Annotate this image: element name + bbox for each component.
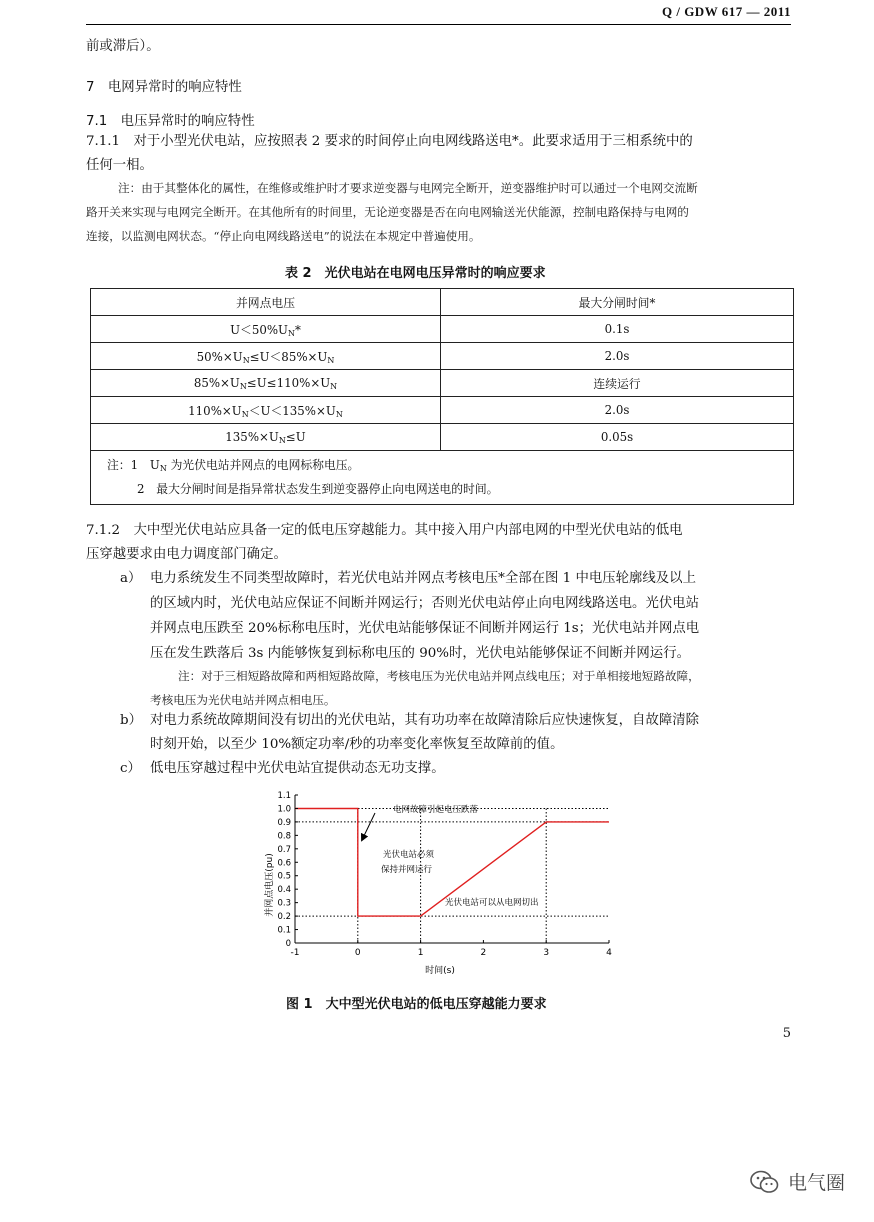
note1-line3: 连接，以监测电网状态。“停止向电网线路送电”的说法在本规定中普遍使用。 bbox=[86, 229, 481, 243]
y-tick-label: 0.5 bbox=[277, 871, 291, 882]
header-rule bbox=[86, 24, 791, 25]
x-tick-label: 3 bbox=[543, 948, 550, 958]
item-a-line4: 压在发生跌落后 3s 内能够恢复到标称电压的 90%时，光伏电站能够保证不间断并网运行。 bbox=[150, 646, 690, 661]
table-header-row bbox=[91, 289, 794, 316]
x-tick-label: 4 bbox=[606, 948, 612, 958]
item-c-line1: 低电压穿越过程中光伏电站宜提供动态无功支撑。 bbox=[150, 761, 445, 776]
region-annotation-line1: 光伏电站必须 bbox=[383, 850, 435, 860]
y-tick-label: 0.4 bbox=[277, 885, 291, 896]
y-tick-label: 0.6 bbox=[277, 858, 291, 869]
item-c-label: c） bbox=[120, 761, 141, 776]
section-7-heading: 7 电网异常时的响应特性 bbox=[86, 80, 242, 95]
table-header-voltage: 并网点电压 bbox=[91, 289, 441, 316]
x-tick-label: -1 bbox=[290, 948, 300, 958]
table-header-time: 最大分闸时间* bbox=[441, 289, 794, 316]
table-note-line2: 2 最大分闸时间是指异常状态发生到逆变器停止向电网送电的时间。 bbox=[137, 482, 499, 496]
table-cell-time: 连续运行 bbox=[441, 370, 794, 397]
x-tick-label: 2 bbox=[480, 948, 487, 958]
table2-caption: 表 2 光伏电站在电网电压异常时的响应要求 bbox=[285, 266, 546, 281]
item-a-line2: 的区域内时，光伏电站应保证不间断并网运行；否则光伏电站停止向电网线路送电。光伏电站 bbox=[150, 596, 700, 611]
page-number: 5 bbox=[782, 1026, 791, 1041]
x-tick-label: 0 bbox=[354, 948, 361, 958]
note1-line2: 路开关来实现与电网完全断开。在其他所有的时间里，无论逆变器是否在向电网输送光伏能源，控制电路保持与电网的 bbox=[86, 205, 689, 219]
table-cell-time: 2.0s bbox=[441, 343, 794, 370]
y-tick-label: 0.9 bbox=[277, 817, 291, 828]
para-712-line2: 压穿越要求由电力调度部门确定。 bbox=[86, 547, 287, 562]
item-a-label: a） bbox=[120, 571, 142, 586]
table-cell-condition: $85\%\times U_N\le U\le 110\%\times U_N$ bbox=[91, 370, 441, 397]
table-cell-condition: $110\%\times U_N<U<135\%\times U_N$ bbox=[91, 397, 441, 424]
table-row bbox=[91, 424, 794, 451]
table-row bbox=[91, 316, 794, 343]
table-row bbox=[91, 370, 794, 397]
table2 bbox=[90, 288, 794, 505]
para-711-line1: 7.1.1 对于小型光伏电站，应按照表 2 要求的时间停止向电网线路送电*。此要求适用于三相系统中的 bbox=[86, 134, 693, 149]
figure1-caption: 图 1 大中型光伏电站的低电压穿越能力要求 bbox=[286, 997, 547, 1012]
table-note-line1: 注：1 $U_N$ 为光伏电站并网点的电网标称电压。 bbox=[107, 458, 360, 473]
note2-line2: 考核电压为光伏电站并网点相电压。 bbox=[150, 693, 336, 707]
drop-annotation: 电网故障引起电压跌落 bbox=[393, 805, 479, 815]
x-tick-label: 1 bbox=[417, 948, 424, 958]
note1-line1: 注：由于其整体化的属性，在维修或维护时才要求逆变器与电网完全断开，逆变器维护时可以通过一个电网交流断 bbox=[118, 181, 698, 195]
watermark-text: 电气圈 bbox=[788, 1172, 846, 1194]
table-row bbox=[91, 343, 794, 370]
region-annotation-line2: 保持并网运行 bbox=[381, 865, 433, 875]
y-axis-label: 并网点电压(pu) bbox=[265, 853, 275, 917]
item-b-line2: 时刻开始，以至少 10%额定功率/秒的功率变化率恢复至故障前的值。 bbox=[150, 737, 564, 752]
item-a-line3: 并网点电压跌至 20%标称电压时，光伏电站能够保证不间断并网运行 1s；光伏电站并网点电 bbox=[150, 621, 700, 636]
watermark bbox=[750, 1168, 845, 1195]
table-note bbox=[91, 451, 794, 505]
table-cell-time: 0.05s bbox=[441, 424, 794, 451]
y-tick-label: 0.3 bbox=[277, 898, 291, 909]
header-std-code: Q / GDW 617 — 2011 bbox=[661, 4, 791, 19]
lvrt-chart bbox=[0, 785, 874, 985]
y-tick-label: 1.1 bbox=[277, 791, 291, 801]
y-tick-label: 0.2 bbox=[277, 912, 291, 923]
curve-annotation: 光伏电站可以从电网切出 bbox=[445, 898, 539, 908]
item-a-line1: 电力系统发生不同类型故障时，若光伏电站并网点考核电压*全部在图 1 中电压轮廓线及以上 bbox=[150, 571, 696, 586]
item-b-label: b） bbox=[120, 713, 142, 728]
line-prev: 前或滞后）。 bbox=[86, 39, 160, 54]
y-tick-label: 1.0 bbox=[277, 804, 291, 815]
table-cell-condition: $135\%\times U_N\le U$ bbox=[91, 424, 441, 451]
drop-annotation-arrow bbox=[362, 813, 375, 840]
para-711-line2: 任何一相。 bbox=[86, 158, 153, 173]
item-b-line1: 对电力系统故障期间没有切出的光伏电站，其有功功率在故障清除后应快速恢复，自故障清除 bbox=[150, 713, 700, 728]
y-tick-label: 0 bbox=[285, 939, 291, 949]
table-cell-condition: $U<50\%U_N*$ bbox=[91, 316, 441, 343]
table-row bbox=[91, 397, 794, 424]
y-tick-label: 0.8 bbox=[277, 831, 291, 842]
note2-line1: 注：对于三相短路故障和两相短路故障，考核电压为光伏电站并网点线电压；对于单相接地短路故障， bbox=[178, 669, 700, 683]
table-cell-condition: $50\%\times U_N\le U<85\%\times U_N$ bbox=[91, 343, 441, 370]
x-axis-label: 时间(s) bbox=[425, 966, 455, 976]
y-tick-label: 0.7 bbox=[277, 844, 291, 855]
para-712-line1: 7.1.2 大中型光伏电站应具备一定的低电压穿越能力。其中接入用户内部电网的中型光伏电站的低电 bbox=[86, 523, 683, 538]
table-note-row bbox=[91, 451, 794, 505]
y-tick-label: 0.1 bbox=[277, 925, 291, 936]
wechat-icon bbox=[750, 1169, 780, 1195]
table-cell-time: 0.1s bbox=[441, 316, 794, 343]
section-7-1-heading: 7.1 电压异常时的响应特性 bbox=[86, 114, 255, 129]
table-cell-time: 2.0s bbox=[441, 397, 794, 424]
